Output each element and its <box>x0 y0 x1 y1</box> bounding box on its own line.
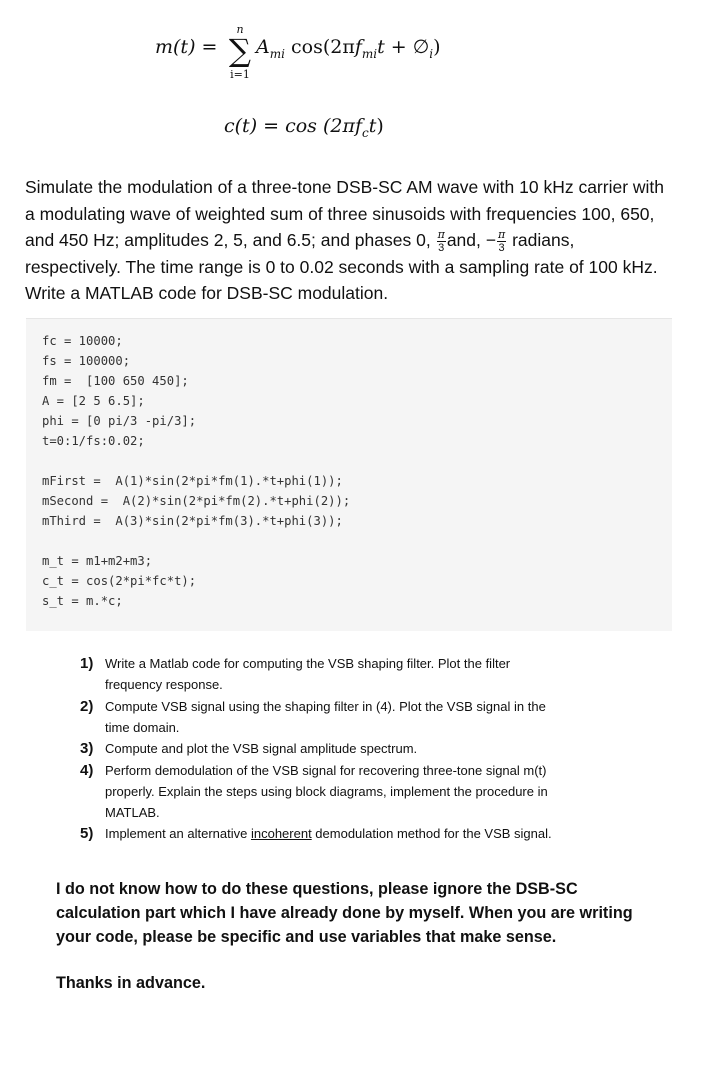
code-line: fm = [100 650 450]; <box>42 374 189 388</box>
problem-statement: Simulate the modulation of a three-tone DSB-SC AM wave with 10 kHz carrier with a modulating wave of weighted sum of three sinusoids with frequencies 100, 650, and 450 Hz; amplitudes 2, 5, and 6.5; and phases 0, $\frac{\pi}{3}$ and, − $\frac{\pi}{3}$ radians, respectively. The time range is 0 to 0.02 seconds with a sampling rate of 100 kHz. Write a MATLAB code for DSB-SC modulation. <box>25 177 665 304</box>
thanks-line: Thanks in advance. <box>56 974 206 992</box>
fraction-neg-pi-over-3: $\frac{\pi}{3}$ <box>497 227 506 254</box>
task-item: 4) Perform demodulation of the VSB signal for recovering three-tone signal m(t) properly. Explain the steps using block diagrams, implement the procedure in MATLAB. <box>80 761 548 820</box>
task-item: 2) Compute VSB signal using the shaping filter in (4). Plot the VSB signal in the time domain. <box>80 697 546 735</box>
equation-rhs: $A_{mi}$ $\cos(2\pi f_{mi}t$ + $\emptyset_i$) <box>256 36 441 61</box>
student-note: I do not know how to do these questions, please ignore the DSB-SC calculation part which I have already done by myself. When you are writing your code, please be specific and use variables that make sense. <box>56 880 633 946</box>
modulating-signal-equation <box>155 18 515 88</box>
code-line: fs = 100000; <box>42 354 131 368</box>
code-line: fc = 10000; <box>42 334 123 348</box>
code-line: phi = [0 pi/3 -pi/3]; <box>42 414 197 428</box>
code-line: s_t = m.*c; <box>42 594 123 608</box>
underlined-term: incoherent <box>250 826 312 841</box>
summation-operator <box>227 24 253 82</box>
code-line: mSecond = A(2)*sin(2*pi*fm(2).*t+phi(2)); <box>42 494 351 508</box>
sigma-symbol: ∑ <box>228 33 252 69</box>
code-line: c_t = cos(2*pi*fc*t); <box>42 574 197 588</box>
code-line: mThird = A(3)*sin(2*pi*fm(3).*t+phi(3)); <box>42 514 343 528</box>
task-item: 1) Write a Matlab code for computing the VSB shaping filter. Plot the filter frequency response. <box>80 655 511 692</box>
code-line: A = [2 5 6.5]; <box>42 394 145 408</box>
carrier-equation: $c(t) = \cos (2\pi f_ct)$ <box>224 115 384 140</box>
code-line <box>42 531 350 551</box>
code-line <box>42 451 350 471</box>
code-line: mFirst = A(1)*sin(2*pi*fm(1).*t+phi(1)); <box>42 474 343 488</box>
matlab-code-block <box>26 318 672 631</box>
sum-lower-limit: i=1 <box>230 68 250 81</box>
task-item: 5) Implement an alternative incoherent demodulation method for the VSB signal. <box>80 825 552 842</box>
code-line: m_t = m1+m2+m3; <box>42 554 153 568</box>
task-item: 3) Compute and plot the VSB signal amplitude spectrum. <box>80 740 418 757</box>
code-line: t=0:1/fs:0.02; <box>42 434 145 448</box>
task-list <box>80 653 570 845</box>
equation-lhs: m(t) = <box>155 36 218 58</box>
sum-upper-limit: n <box>236 23 244 36</box>
fraction-pi-over-3: $\frac{\pi}{3}$ <box>437 227 445 254</box>
code-text <box>42 331 350 611</box>
